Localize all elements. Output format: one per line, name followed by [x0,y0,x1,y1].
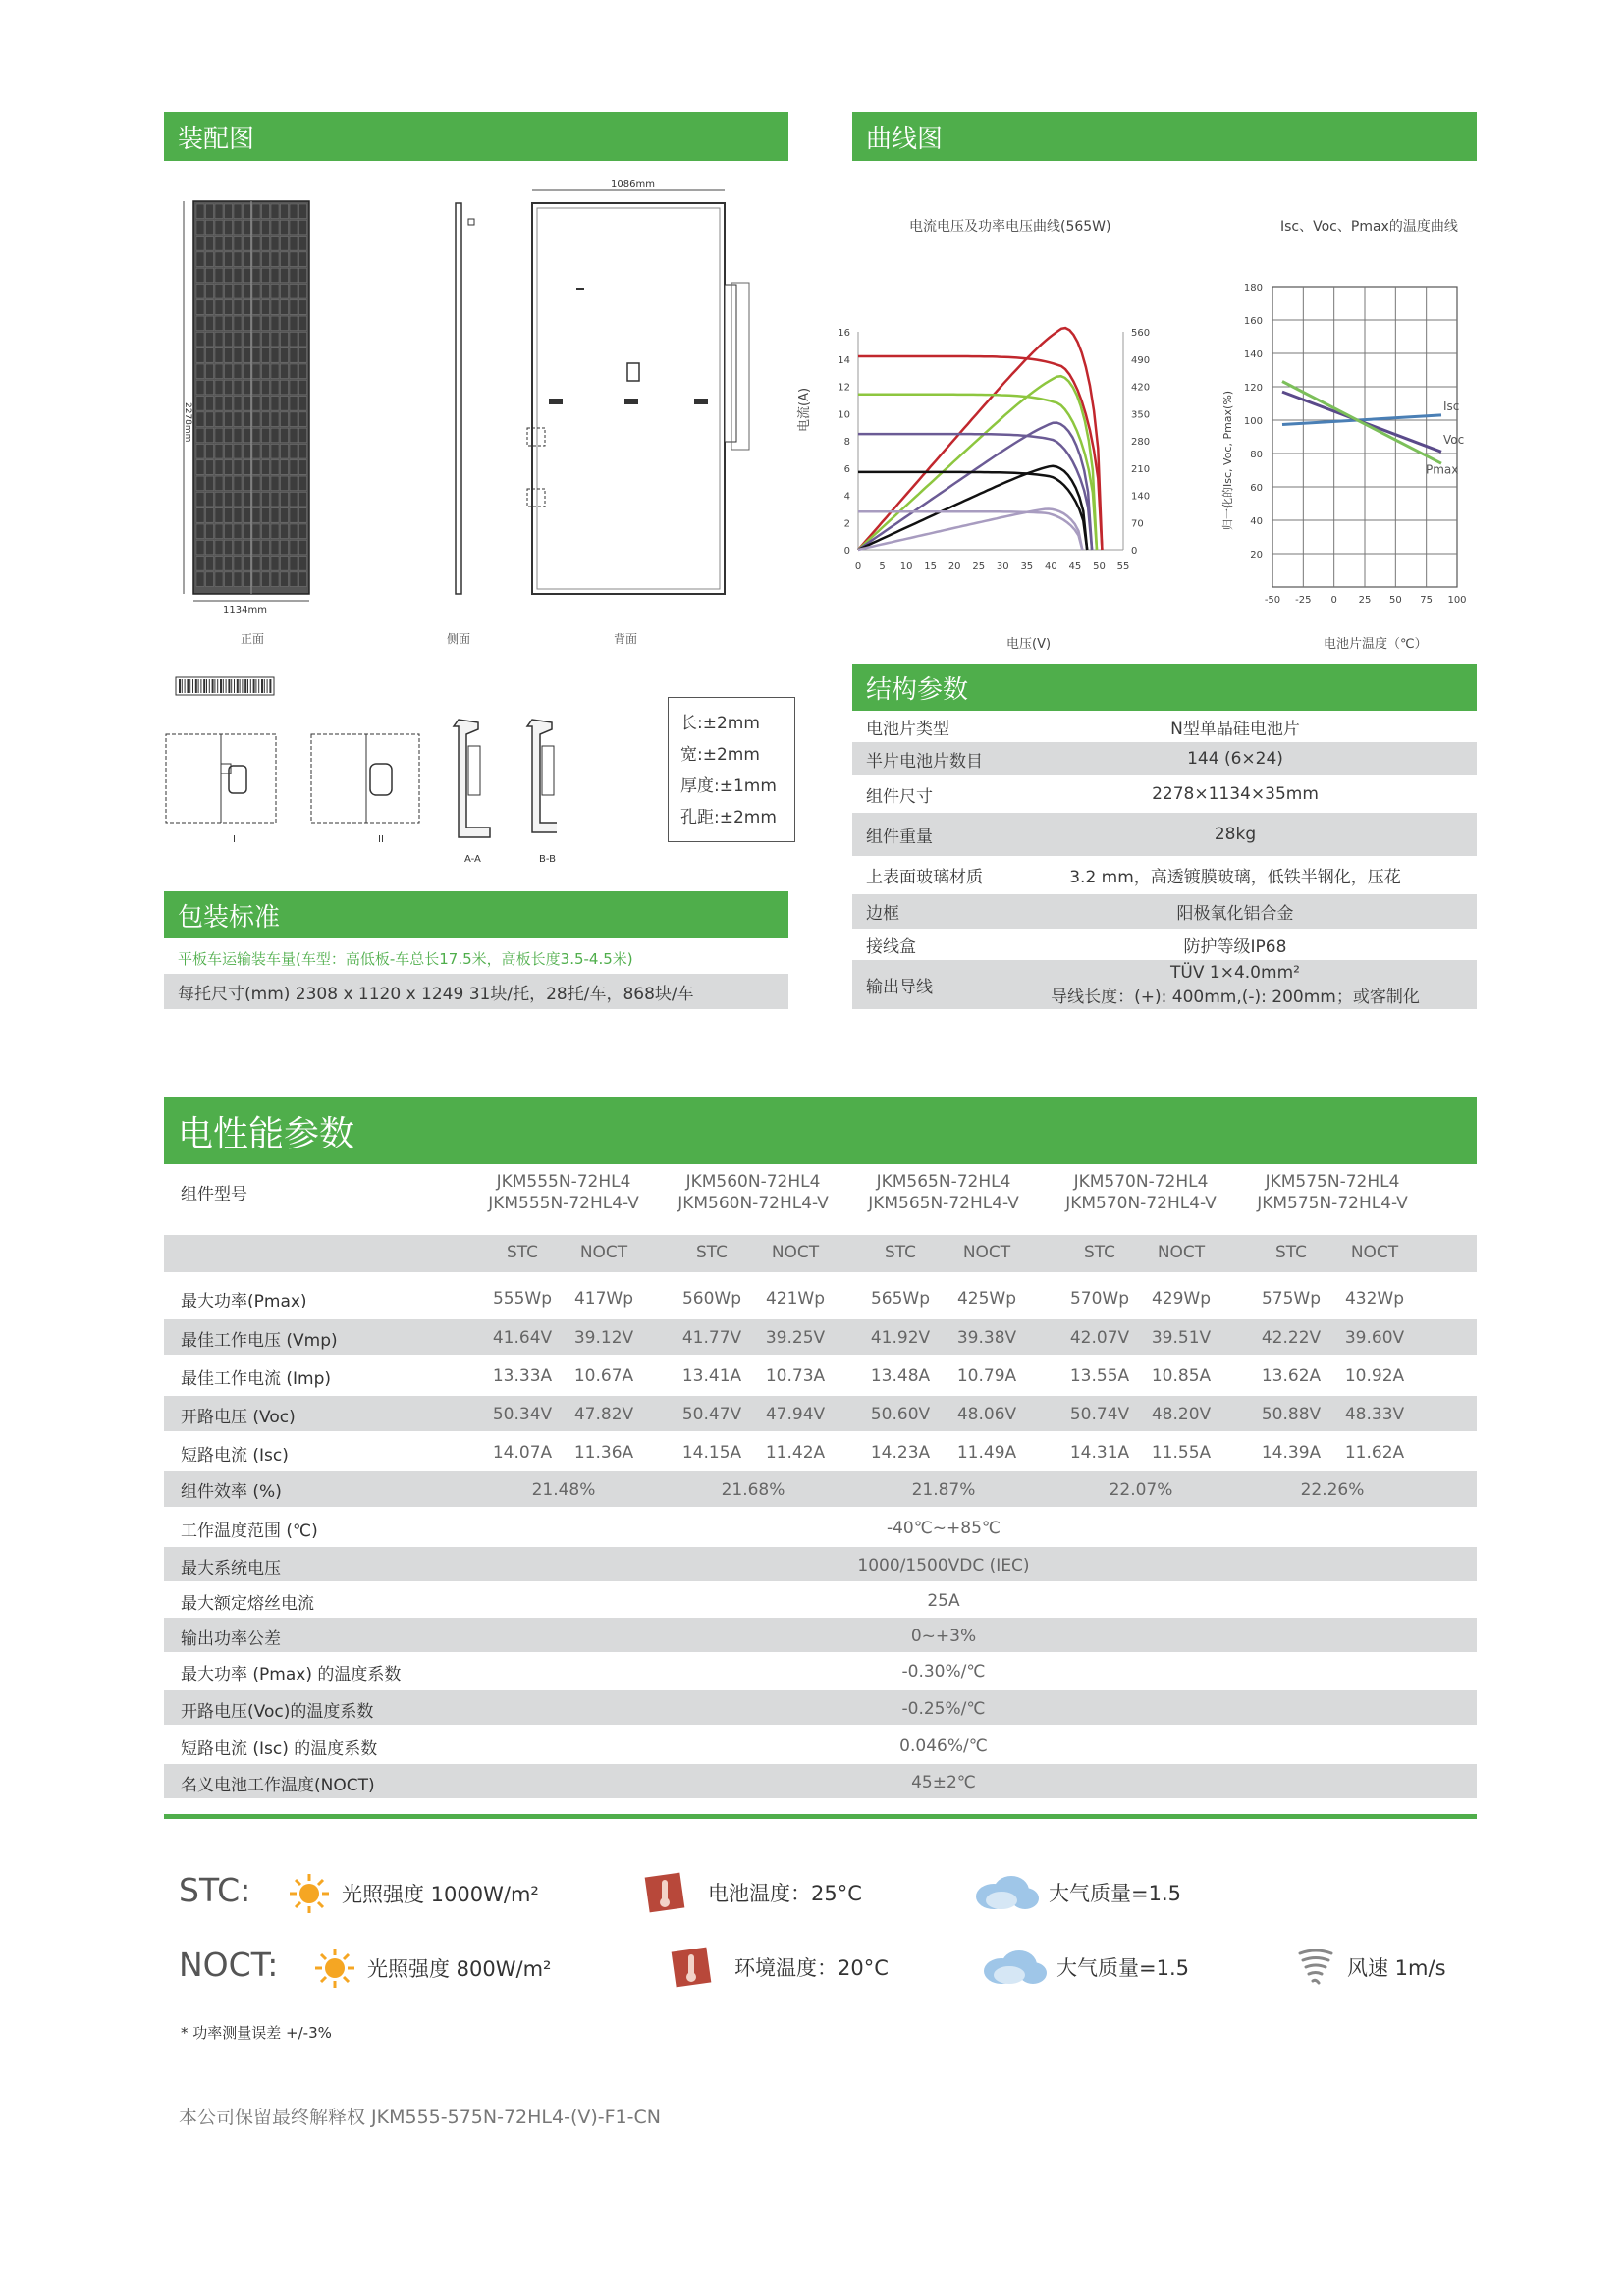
temp-x-tick: 25 [1358,595,1372,606]
stc-irradiance [287,1871,539,1916]
electrical-value: 429Wp [1151,1289,1212,1308]
packaging-title: 包装标准 [178,902,281,933]
structure-row [852,813,1477,856]
noct-am [980,1946,1189,1989]
structure-label: 边框 [866,904,899,924]
iv-x-tick: 35 [1020,561,1034,572]
model-name: JKM575N-72HL4 [1265,1172,1400,1192]
electrical-value: 10.67A [573,1366,634,1386]
efficiency-value: 22.07% [1109,1480,1173,1500]
electrical-value: 10.79A [956,1366,1017,1386]
structure-header [852,664,1477,711]
tolerance-width: 宽:±2mm [680,745,760,765]
temp-xlabel: 电池片温度（℃） [1324,637,1428,652]
iv-y-tick: 0 [843,546,850,557]
electrical-value: 13.33A [492,1366,553,1386]
electrical-value: 13.55A [1069,1366,1130,1386]
electrical-row-label: 工作温度范围 (℃) [181,1522,318,1541]
sun-icon [312,1946,357,1991]
structure-value-text: N型单晶硅电池片 [1170,719,1300,739]
packaging-line: 每托尺寸(mm) 2308 x 1120 x 1249 31块/托，28托/车，868块/车 [178,984,694,1004]
curves-title: 曲线图 [866,124,944,154]
structure-value-text: 144 (6×24) [1187,749,1283,769]
temp-chart-title: Isc、Voc、Pmax的温度曲线 [1280,219,1458,235]
thermometer-icon [670,1946,713,1989]
electrical-value: 50.47V [681,1405,742,1424]
iv-x-tick: 45 [1068,561,1082,572]
iv-x-tick: 0 [854,561,862,572]
electrical-value: 421Wp [765,1289,826,1308]
temp-y-tick: 20 [1250,550,1263,561]
electrical-value: 570Wp [1069,1289,1130,1308]
structure-value-text: 3.2 mm，高透镀膜玻璃，低铁半钢化，压花 [1069,868,1401,887]
noct-irradiance-text: 光照强度 800W/m² [367,1957,552,1981]
electrical-value: 47.82V [573,1405,634,1424]
electrical-value: 42.22V [1261,1328,1322,1348]
structure-label: 组件尺寸 [866,786,933,807]
electrical-value: 41.92V [870,1328,931,1348]
electrical-row-label: 名义电池工作温度(NOCT) [181,1776,375,1795]
structure-value-text: 2278×1134×35mm [1152,784,1319,804]
electrical-value: 42.07V [1069,1328,1130,1348]
electrical-value: 50.74V [1069,1405,1130,1424]
model-name-v: JKM555N-72HL4-V [488,1194,639,1213]
stc-header: STC [506,1243,539,1262]
temp-ylabel: 归一化的Isc, Voc, Pmax(%) [1221,390,1234,530]
temp-y-tick: 60 [1250,483,1263,494]
iv-y-tick: 12 [838,382,850,394]
stc-header: STC [1083,1243,1116,1262]
model-name-v: JKM560N-72HL4-V [677,1194,829,1213]
electrical-value: 14.23A [870,1443,931,1463]
structure-label: 上表面玻璃材质 [866,868,983,887]
temp-x-tick: 100 [1447,595,1467,606]
packaging-note: 平板车运输装车量(车型：高低板-车总长17.5米，高板长度3.5-4.5米) [178,950,633,968]
structure-value-text: TÜV 1×4.0mm² [1170,962,1300,983]
temp-chart [1218,275,1492,628]
electrical-value: 48.20V [1151,1405,1212,1424]
iv-x-tick: 15 [924,561,938,572]
temp-series-label: Voc [1443,432,1465,447]
structure-row [852,711,1477,742]
stc-temp-text: 电池温度：25°C [708,1882,862,1905]
structure-value-text-2: 导线长度：(+): 400mm,(-): 200mm；或客制化 [1051,987,1420,1007]
electrical-value: 41.64V [492,1328,553,1348]
electrical-common-value: 25A [927,1591,960,1611]
noct-header: NOCT [771,1243,820,1262]
structure-label: 半片电池片数目 [866,751,983,772]
structure-label: 接线盒 [866,936,916,957]
electrical-value: 11.49A [956,1443,1017,1463]
electrical-row-label: 组件效率 (%) [181,1482,282,1502]
temp-x-tick: 75 [1420,595,1434,606]
electrical-row-label: 最佳工作电流 (Imp) [181,1369,332,1389]
iv-ylabel: 电流(A) [797,387,812,432]
stc-irradiance-text: 光照强度 1000W/m² [342,1883,539,1906]
assembly-header [164,112,788,161]
electrical-value: 10.73A [765,1366,826,1386]
stc-am [972,1871,1181,1914]
iv-x-tick: 30 [996,561,1009,572]
electrical-value: 575Wp [1261,1289,1322,1308]
iv-chart-title: 电流电压及功率电压曲线(565W) [909,219,1111,235]
assembly-drawing [164,177,792,658]
cloud-icon [972,1871,1041,1914]
structure-row [852,742,1477,775]
temp-y-tick: 180 [1243,283,1263,294]
cloud-icon [980,1946,1049,1989]
stc-label: STC: [179,1871,251,1909]
noct-wind [1294,1946,1446,1989]
structure-label: 电池片类型 [866,719,949,739]
electrical-row-label: 短路电流 (Isc) [181,1446,289,1466]
stc-temp [643,1871,862,1914]
stc-header: STC [884,1243,917,1262]
iv-y-tick: 8 [843,437,850,448]
stc-header: STC [695,1243,729,1262]
noct-header: NOCT [962,1243,1011,1262]
noct-am-text: 大气质量=1.5 [1056,1956,1189,1980]
iv-y-tick: 14 [838,354,850,366]
electrical-value: 11.62A [1344,1443,1405,1463]
iv-y2-tick: 490 [1131,354,1151,366]
view-front-label: 正面 [241,632,265,646]
electrical-value: 14.31A [1069,1443,1130,1463]
detail-label-2: II [378,834,384,845]
structure-value [1000,933,1471,957]
iv-y2-tick: 280 [1131,437,1151,448]
structure-value [1000,784,1471,804]
electrical-bottom-rule [164,1814,1477,1819]
noct-wind-text: 风速 1m/s [1347,1956,1446,1980]
temp-y-tick: 100 [1243,416,1263,427]
structure-row [852,960,1477,1009]
electrical-value: 39.38V [956,1328,1017,1348]
structure-value [1000,749,1471,769]
front-view [184,201,309,601]
electrical-value: 555Wp [492,1289,553,1308]
iv-x-tick: 25 [972,561,986,572]
view-back-label: 背面 [614,632,638,646]
front-height-label: 2278mm [183,402,192,443]
efficiency-value: 21.68% [721,1480,785,1500]
curves-header [852,112,1477,161]
model-name: JKM565N-72HL4 [876,1172,1011,1192]
electrical-value: 39.12V [573,1328,634,1348]
electrical-value: 39.60V [1344,1328,1405,1348]
electrical-value: 47.94V [765,1405,826,1424]
iv-x-tick: 55 [1116,561,1130,572]
iv-y2-tick: 210 [1131,463,1151,475]
electrical-value: 48.33V [1344,1405,1405,1424]
noct-temp-text: 环境温度：20°C [734,1956,889,1980]
footnote: * 功率测量误差 +/-3% [181,2024,332,2042]
electrical-value: 14.07A [492,1443,553,1463]
electrical-common-value: 0.046%/℃ [899,1736,988,1756]
iv-y-tick: 2 [843,518,850,530]
electrical-common-value: 0~+3% [910,1627,977,1646]
noct-header: NOCT [579,1243,628,1262]
efficiency-value: 21.87% [911,1480,976,1500]
electrical-common-value: -0.30%/℃ [901,1662,986,1682]
electrical-value: 425Wp [956,1289,1017,1308]
electrical-common-value: -40℃~+85℃ [886,1519,1001,1538]
sun-icon [287,1871,332,1916]
tolerance-hole-pitch: 孔距:±2mm [680,808,777,828]
noct-label: NOCT: [179,1946,279,1984]
model-name: JKM570N-72HL4 [1073,1172,1209,1192]
electrical-value: 13.41A [681,1366,742,1386]
iv-y2-tick: 70 [1131,518,1144,530]
temp-y-tick: 140 [1243,349,1263,360]
structure-row [852,775,1477,813]
model-name-v: JKM565N-72HL4-V [868,1194,1019,1213]
electrical-value: 417Wp [573,1289,634,1308]
temp-x-tick: -25 [1295,595,1312,606]
section-aa-label: A-A [464,854,481,865]
pv-curve [858,509,1082,551]
noct-irradiance [312,1946,551,1991]
iv-x-tick: 20 [947,561,961,572]
back-width-label: 1086mm [611,179,655,189]
electrical-value: 10.85A [1151,1366,1212,1386]
electrical-common-value: 1000/1500VDC (IEC) [857,1556,1030,1575]
electrical-row-label: 最大功率(Pmax) [181,1292,307,1311]
noct-header: NOCT [1157,1243,1206,1262]
temp-y-tick: 120 [1243,383,1263,394]
electrical-value: 10.92A [1344,1366,1405,1386]
noct-temp [670,1946,889,1989]
temp-series-label: Pmax [1426,462,1459,477]
electrical-value: 11.36A [573,1443,634,1463]
footer: 本公司保留最终解释权 JKM555-575N-72HL4-(V)-F1-CN [179,2107,661,2128]
iv-y2-tick: 420 [1131,382,1151,394]
iv-y-tick: 10 [838,409,850,421]
electrical-value: 13.48A [870,1366,931,1386]
electrical-value: 14.39A [1261,1443,1322,1463]
detail-label-1: I [233,834,236,845]
model-name: JKM555N-72HL4 [496,1172,631,1192]
back-view [527,190,749,594]
packaging-header [164,891,788,938]
electrical-row-label: 最大功率 (Pmax) 的温度系数 [181,1665,402,1684]
structure-value-text: 28kg [1214,825,1257,844]
iv-x-tick: 40 [1044,561,1057,572]
temp-x-tick: 0 [1330,595,1337,606]
temp-y-tick: 80 [1250,450,1263,460]
electrical-title: 电性能参数 [178,1113,355,1154]
structure-value [1000,899,1471,924]
electrical-row-label: 开路电压 (Voc) [181,1408,296,1427]
electrical-row-label: 输出功率公差 [181,1629,281,1649]
electrical-row-label: 最佳工作电压 (Vmp) [181,1331,338,1351]
model-name: JKM560N-72HL4 [685,1172,821,1192]
electrical-value: 48.06V [956,1405,1017,1424]
electrical-value: 432Wp [1344,1289,1405,1308]
efficiency-value: 21.48% [531,1480,596,1500]
structure-title: 结构参数 [866,674,969,705]
section-bb-label: B-B [539,854,556,865]
iv-y2-tick: 140 [1131,491,1151,503]
noct-header: NOCT [1350,1243,1399,1262]
electrical-row-label: 短路电流 (Isc) 的温度系数 [181,1739,378,1759]
electrical-value: 41.77V [681,1328,742,1348]
view-side-label: 侧面 [447,632,471,646]
tolerance-length: 长:±2mm [680,714,760,733]
electrical-common-value: -0.25%/℃ [901,1699,986,1719]
iv-chart [809,312,1202,577]
efficiency-value: 22.26% [1300,1480,1365,1500]
iv-x-tick: 50 [1093,561,1106,572]
electrical-value: 11.42A [765,1443,826,1463]
electrical-value: 50.60V [870,1405,931,1424]
electrical-row-label: 最大额定熔丝电流 [181,1594,314,1614]
iv-y-tick: 6 [843,463,850,475]
structure-row [852,894,1477,929]
structure-value [1000,863,1471,887]
electrical-row-label: 开路电压(Voc)的温度系数 [181,1702,374,1722]
stc-am-text: 大气质量=1.5 [1049,1882,1181,1905]
structure-row [852,856,1477,894]
structure-label: 组件重量 [866,827,933,847]
tolerance-thickness: 厚度:±1mm [680,776,777,796]
structure-row [852,929,1477,960]
tolerance-box [668,697,795,842]
electrical-value: 565Wp [870,1289,931,1308]
electrical-header [164,1097,1477,1164]
structure-value [1000,715,1471,739]
temp-y-tick: 40 [1250,516,1263,527]
electrical-value: 39.25V [765,1328,826,1348]
electrical-value: 11.55A [1151,1443,1212,1463]
wind-icon [1294,1946,1337,1989]
temp-x-tick: -50 [1264,595,1281,606]
electrical-value: 13.62A [1261,1366,1322,1386]
iv-y-tick: 4 [843,491,850,503]
detail-drawings [164,675,557,872]
electrical-common-value: 45±2℃ [911,1773,976,1792]
model-name-v: JKM570N-72HL4-V [1065,1194,1217,1213]
assembly-title: 装配图 [178,124,255,154]
iv-x-tick: 5 [879,561,886,572]
electrical-value: 39.51V [1151,1328,1212,1348]
electrical-row-label: 组件型号 [181,1185,247,1204]
side-view [456,203,474,594]
structure-value [1000,825,1471,844]
iv-y2-tick: 560 [1131,328,1151,339]
electrical-value: 560Wp [681,1289,742,1308]
structure-value-text: 阳极氧化铝合金 [1176,904,1294,924]
temp-series-label: Isc [1443,399,1460,413]
temp-y-tick: 160 [1243,316,1263,327]
structure-label: 输出导线 [866,977,933,997]
electrical-value: 50.34V [492,1405,553,1424]
iv-y2-tick: 0 [1131,546,1138,557]
iv-xlabel: 电压(V) [1006,637,1052,652]
electrical-row-label: 最大系统电压 [181,1559,281,1578]
front-width-label: 1134mm [223,605,267,615]
thermometer-icon [643,1871,686,1914]
stc-header: STC [1274,1243,1308,1262]
model-name-v: JKM575N-72HL4-V [1257,1194,1408,1213]
iv-x-tick: 10 [899,561,913,572]
electrical-value: 14.15A [681,1443,742,1463]
structure-value [1000,963,1471,1007]
iv-y2-tick: 350 [1131,409,1151,421]
iv-y-tick: 16 [838,328,850,339]
temp-x-tick: 50 [1388,595,1402,606]
structure-value-text: 防护等级IP68 [1183,936,1287,957]
packaging-row [164,974,788,1009]
electrical-value: 50.88V [1261,1405,1322,1424]
